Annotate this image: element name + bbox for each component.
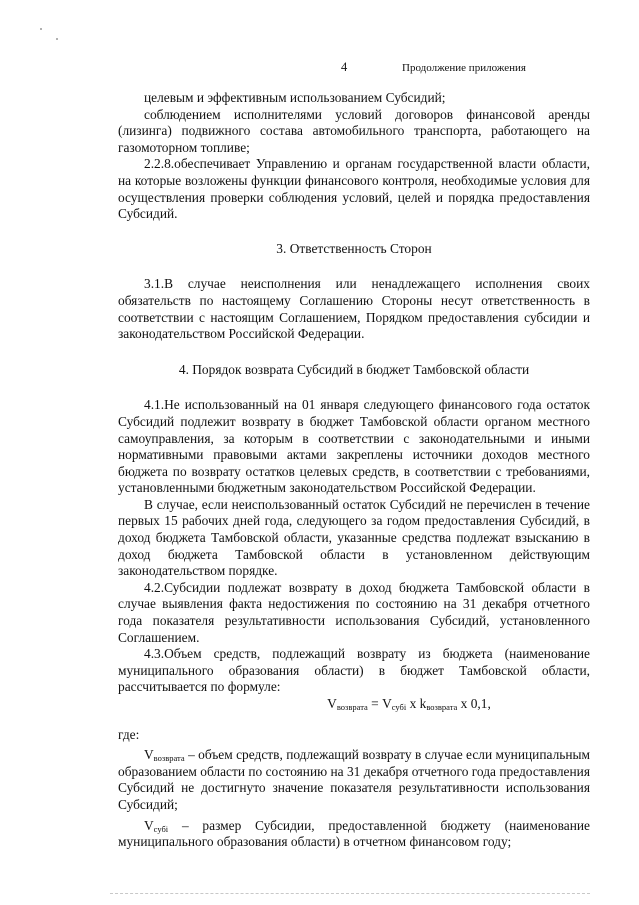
symbol-v: $V_{возврата}$ [144,747,185,764]
document-body [118,90,590,851]
formula-v2: V [382,696,392,711]
formula-v2-sub: субi [391,702,407,712]
paragraph: 4.3.Объем средств, подлежащий возврату из бюджета (наименование муниципального образования области) в бюджет Тамбовской области, рассчитывается по формуле: [118,646,590,695]
paragraph: 4.2.Субсидии подлежат возврату в доход бюджета Тамбовской области в случае выявления факта недостижения по состоянию на 31 декабря отчетного года показателя результативности использования Субсидий, установленного Соглашением. [118,579,590,645]
section-title: 4. Порядок возврата Субсидий в бюджет Тамбовской области [178,361,530,377]
page-header-continuation: Продолжение приложения [402,62,526,74]
definition-v-return: $V_{возврата}$ – объем средств, подлежащий возврату в случае если муниципальным образованием области по состоянию на 31 декабря отчетного года предоставления Субсидий не достигнуто значение показателя результативности использования Субсидий; [118,747,591,812]
formula-x: x [406,696,420,711]
paragraph: целевым и эффективным использованием Субсидий; [144,90,446,105]
symbol-v: $V_{субi}$ [144,817,169,834]
formula-k-sub: возврата [426,702,458,712]
scan-speck [56,38,58,40]
formula-eq: = [367,696,383,711]
paragraph: 3.1.В случае неисполнения или ненадлежащего исполнения своих обязательств по настоящему Соглашению Стороны несут ответственность в соответствии с настоящим Соглашением, Порядком предоставления субсидии и законодательством Российской Федерации. [118,276,590,342]
definition-v-subsidy: $V_{субi}$ – размер Субсидии, предоставленной бюджету (наименование муниципального образования области) в отчетном финансовом году; [118,817,590,850]
formula [118,696,590,713]
page-number: 4 [341,60,348,74]
formula-tail: x 0,1, [457,696,491,711]
paragraph: В случае, если неиспользованный остаток Субсидий не перечислен в течение первых 15 рабочих дней года, следующего за годом предоставления Субсидий, в доход бюджета Тамбовской области, указанные средства подлежат взысканию в доход бюджета Тамбовской области в установленном действующим законодательством порядке. [118,496,590,579]
paragraph: 4.1.Не использованный на 01 января следующего финансового года остаток Субсидий подлежит возврату в бюджет Тамбовской области органом местного самоуправления, за которым в соответствии с законодательными и иными нормативными правовыми актами закреплены источники доходов местного бюджета по возврату остатков целевых средств, в соответствии с требованиями, установленными бюджетным законодательством Российской Федерации. [118,397,590,496]
paragraph: соблюдением исполнителями условий договоров финансовой аренды (лизинга) подвижного состава автомобильного транспорта, работающего на газомоторном топливе; [118,106,590,155]
where-label: где: [118,726,140,742]
formula-k: k [419,696,427,711]
formula-v-sub: возврата [336,702,368,712]
scan-speck [40,28,42,30]
paragraph: 2.2.8.обеспечивает Управлению и органам государственной власти области, на которые возложены функции финансового контроля, необходимые условия для осуществления проверки соблюдения условий, целей и порядка предоставления Субсидий. [118,156,590,222]
section-title: 3. Ответственность Сторон [276,240,432,256]
scan-edge-line [110,893,590,895]
formula-v: V [327,696,337,711]
